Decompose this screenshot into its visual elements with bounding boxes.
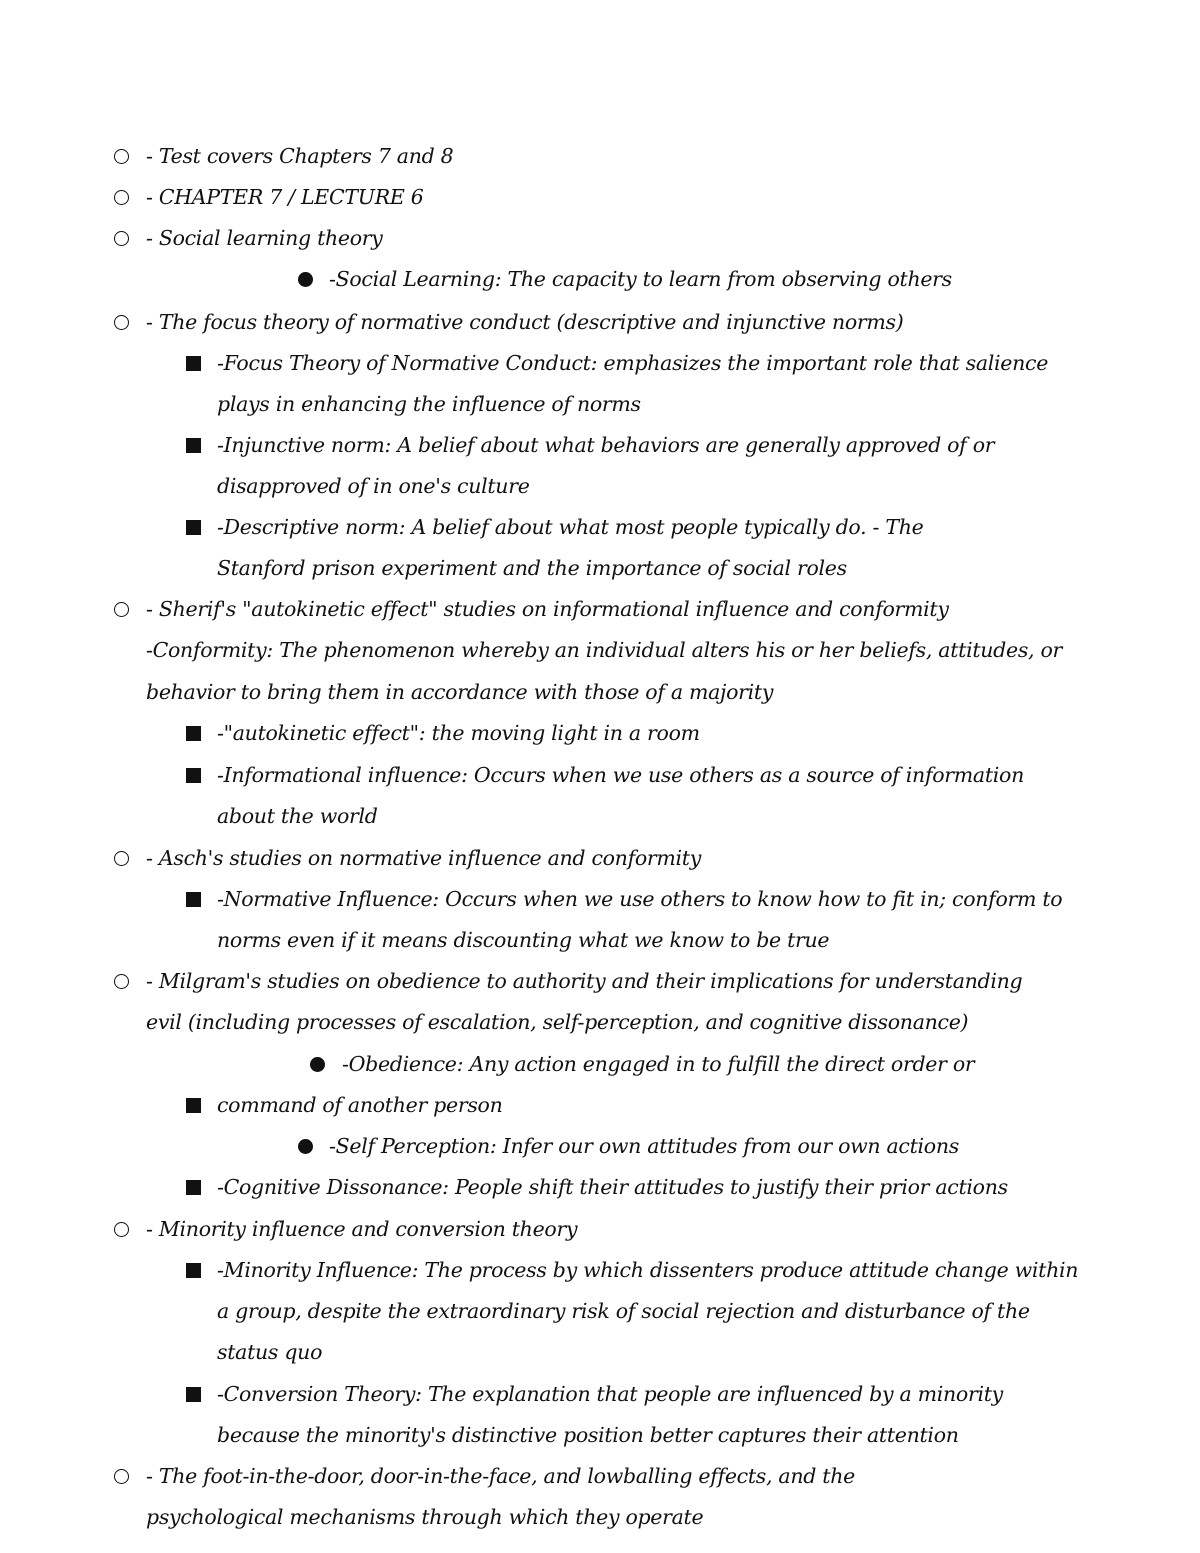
- list-item-continuation: norms even if it means discounting what we know to be true: [217, 928, 830, 952]
- list-item: -Cognitive Dissonance: People shift their attitudes to justify their prior actions: [217, 1175, 1008, 1199]
- list-item: -Normative Influence: Occurs when we use others to know how to fit in; conform to: [217, 887, 1063, 911]
- list-item: - The focus theory of normative conduct (descriptive and injunctive norms): [146, 310, 904, 334]
- filled-circle-bullet-icon: [310, 1057, 325, 1072]
- hollow-circle-bullet-icon: [114, 1222, 129, 1237]
- filled-square-bullet-icon: [186, 1387, 201, 1402]
- list-item-continuation: Stanford prison experiment and the importance of social roles: [217, 556, 847, 580]
- hollow-circle-bullet-icon: [114, 602, 129, 617]
- filled-square-bullet-icon: [186, 356, 201, 371]
- list-item: - Minority influence and conversion theory: [146, 1217, 578, 1241]
- list-item: - Milgram's studies on obedience to authority and their implications for understanding: [146, 969, 1023, 993]
- list-item-continuation: psychological mechanisms through which they operate: [146, 1505, 704, 1529]
- list-item: -Minority Influence: The process by which dissenters produce attitude change within: [217, 1258, 1079, 1282]
- list-item: - Test covers Chapters 7 and 8: [146, 144, 454, 168]
- list-item-continuation: evil (including processes of escalation, self-perception, and cognitive dissonance): [146, 1010, 969, 1034]
- list-item: - Sherif's "autokinetic effect" studies on informational influence and conformity: [146, 597, 949, 621]
- list-item-continuation: status quo: [217, 1340, 323, 1364]
- list-item: - Social learning theory: [146, 226, 383, 250]
- filled-square-bullet-icon: [186, 1180, 201, 1195]
- list-item: -Focus Theory of Normative Conduct: emphasizes the important role that salience: [217, 351, 1049, 375]
- list-item-continuation: behavior to bring them in accordance with those of a majority: [146, 680, 774, 704]
- list-item-continuation: about the world: [217, 804, 378, 828]
- list-item-continuation: -Conformity: The phenomenon whereby an individual alters his or her beliefs, attitudes, or: [146, 638, 1063, 662]
- filled-square-bullet-icon: [186, 726, 201, 741]
- hollow-circle-bullet-icon: [114, 974, 129, 989]
- hollow-circle-bullet-icon: [114, 851, 129, 866]
- filled-circle-bullet-icon: [298, 272, 313, 287]
- list-item: - CHAPTER 7 / LECTURE 6: [146, 185, 424, 209]
- hollow-circle-bullet-icon: [114, 1469, 129, 1484]
- filled-square-bullet-icon: [186, 1263, 201, 1278]
- list-item: -"autokinetic effect": the moving light in a room: [217, 721, 700, 745]
- list-item-continuation: a group, despite the extraordinary risk of social rejection and disturbance of the: [217, 1299, 1030, 1323]
- filled-square-bullet-icon: [186, 438, 201, 453]
- filled-square-bullet-icon: [186, 520, 201, 535]
- list-item: - The foot-in-the-door, door-in-the-face, and lowballing effects, and the: [146, 1464, 855, 1488]
- filled-square-bullet-icon: [186, 1098, 201, 1113]
- filled-square-bullet-icon: [186, 768, 201, 783]
- list-item: -Conversion Theory: The explanation that people are influenced by a minority: [217, 1382, 1003, 1406]
- hollow-circle-bullet-icon: [114, 231, 129, 246]
- list-item: -Injunctive norm: A belief about what behaviors are generally approved of or: [217, 433, 995, 457]
- list-item: -Descriptive norm: A belief about what most people typically do. - The: [217, 515, 924, 539]
- hollow-circle-bullet-icon: [114, 315, 129, 330]
- list-item-continuation: plays in enhancing the influence of norms: [217, 392, 641, 416]
- list-item: - Asch's studies on normative influence and conformity: [146, 846, 702, 870]
- list-item: -Informational influence: Occurs when we use others as a source of information: [217, 763, 1024, 787]
- list-item: command of another person: [217, 1093, 503, 1117]
- filled-circle-bullet-icon: [298, 1139, 313, 1154]
- filled-square-bullet-icon: [186, 892, 201, 907]
- list-item-continuation: disapproved of in one's culture: [217, 474, 530, 498]
- list-item-continuation: because the minority's distinctive position better captures their attention: [217, 1423, 959, 1447]
- list-item: -Obedience: Any action engaged in to fulfill the direct order or: [342, 1052, 975, 1076]
- list-item: -Self Perception: Infer our own attitudes from our own actions: [329, 1134, 959, 1158]
- hollow-circle-bullet-icon: [114, 149, 129, 164]
- list-item: -Social Learning: The capacity to learn from observing others: [329, 267, 952, 291]
- hollow-circle-bullet-icon: [114, 190, 129, 205]
